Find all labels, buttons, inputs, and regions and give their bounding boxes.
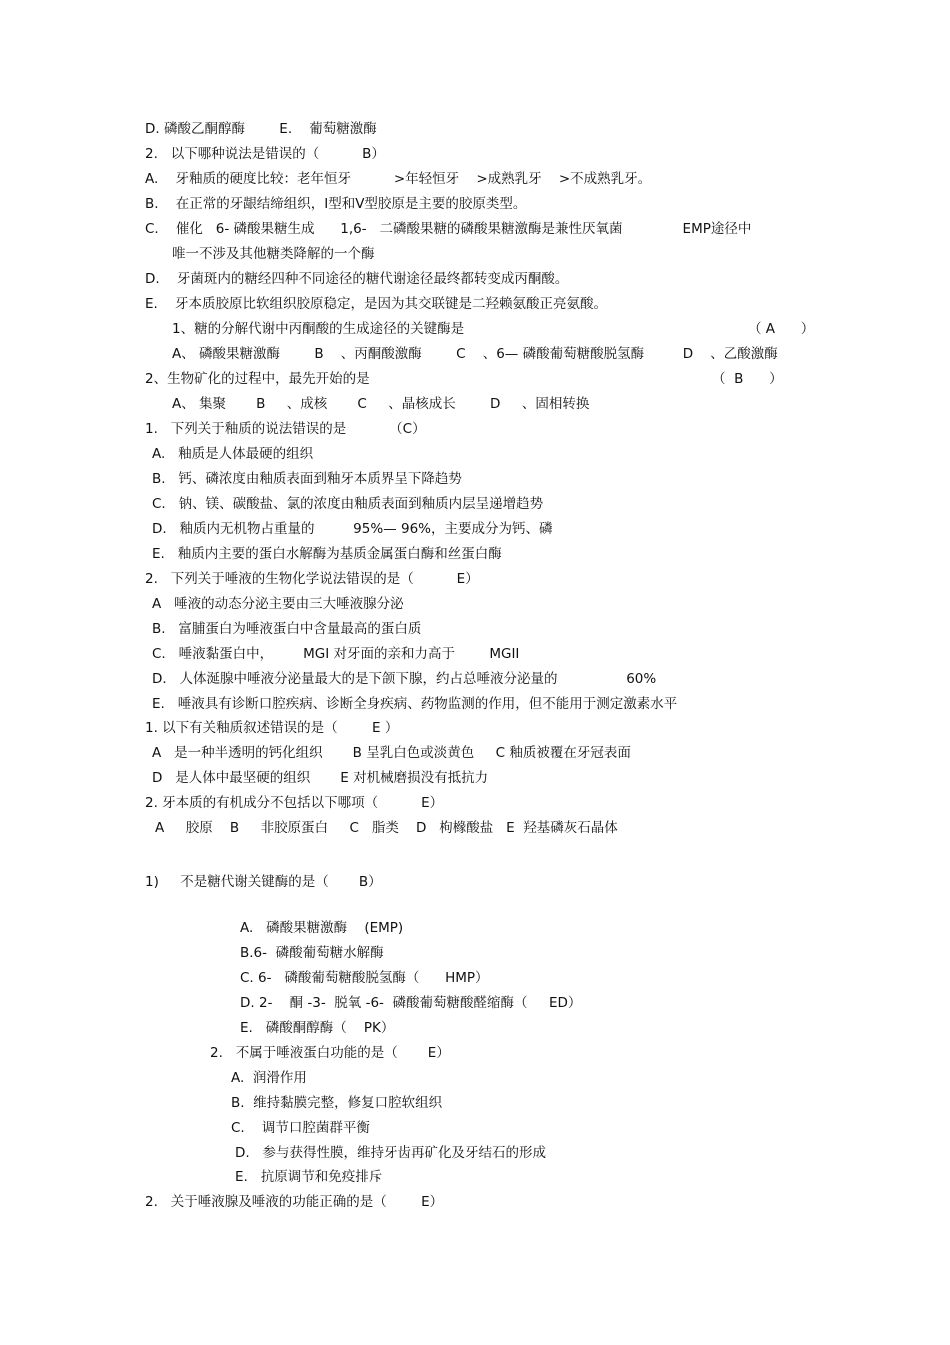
text-line: D. 2- 酮 -3- 脱氧 -6- 磷酸葡萄糖酸醛缩酶（ ED） [240, 995, 582, 1011]
text-line: C. 钠、镁、碳酸盐、氯的浓度由釉质表面到釉质内层呈递增趋势 [152, 496, 544, 512]
text-line: 1. 以下有关釉质叙述错误的是（ E ） [145, 720, 399, 736]
text-line: 1) 不是糖代谢关键酶的是（ B） [145, 874, 382, 890]
text-line: D. 釉质内无机物占重量的 95%— 96%，主要成分为钙、磷 [152, 521, 553, 537]
text-line: 1、糖的分解代谢中丙酮酸的生成途径的关键酶是 [172, 321, 465, 337]
text-line: A. 牙釉质的硬度比较：老年恒牙 >年轻恒牙 >成熟乳牙 >不成熟乳牙。 [145, 171, 652, 187]
text-line: 2. 牙本质的有机成分不包括以下哪项（ E） [145, 795, 444, 811]
text-line: B.6- 磷酸葡萄糖水解酶 [240, 945, 384, 961]
text-line: A、 磷酸果糖激酶 B 、丙酮酸激酶 C 、6— 磷酸葡萄糖酸脱氢酶 D 、乙酸激酶 [172, 346, 778, 362]
text-line: D. 牙菌斑内的糖经四种不同途径的糖代谢途径最终都转变成丙酮酸。 [145, 271, 569, 287]
text-line: A、 集聚 B 、成核 C 、晶核成长 D 、固相转换 [172, 396, 590, 412]
text-line: D. 磷酸乙酮醇酶 E. 葡萄糖激酶 [145, 121, 377, 137]
text-line: D. 人体涎腺中唾液分泌量最大的是下颌下腺，约占总唾液分泌量的 60% [152, 671, 657, 687]
text-line: 2. 关于唾液腺及唾液的功能正确的是（ E） [145, 1194, 444, 1210]
text-line: 2. 下列关于唾液的生物化学说法错误的是（ E） [145, 571, 479, 587]
text-line: E. 唾液具有诊断口腔疾病、诊断全身疾病、药物监测的作用，但不能用于测定激素水平 [152, 696, 678, 712]
text-line: A 是一种半透明的钙化组织 B 呈乳白色或淡黄色 C 釉质被覆在牙冠表面 [152, 745, 631, 761]
text-line: B. 维持黏膜完整，修复口腔软组织 [231, 1095, 443, 1111]
text-line: C. 调节口腔菌群平衡 [231, 1120, 370, 1136]
text-line: A. 磷酸果糖激酶 (EMP) [240, 920, 404, 936]
text-line: （ A ） [748, 321, 815, 337]
text-line: E. 磷酸酮醇酶（ PK） [240, 1020, 395, 1036]
text-line: A 唾液的动态分泌主要由三大唾液腺分泌 [152, 596, 404, 612]
text-line: A. 釉质是人体最硬的组织 [152, 446, 314, 462]
text-line: 2、生物矿化的过程中，最先开始的是 [145, 371, 370, 387]
text-line: E. 釉质内主要的蛋白水解酶为基质金属蛋白酶和丝蛋白酶 [152, 546, 502, 562]
text-line: 唯一不涉及其他糖类降解的一个酶 [172, 246, 375, 262]
text-line: A. 润滑作用 [231, 1070, 307, 1086]
text-line: B. 富脯蛋白为唾液蛋白中含量最高的蛋白质 [152, 621, 422, 637]
text-line: B. 在正常的牙龈结缔组织，Ⅰ型和Ⅴ型胶原是主要的胶原类型。 [145, 196, 527, 212]
text-line: C. 唾液黏蛋白中， MGI 对牙面的亲和力高于 MGII [152, 646, 520, 662]
text-line: 2. 不属于唾液蛋白功能的是（ E） [210, 1045, 450, 1061]
text-line: D. 参与获得性膜，维持牙齿再矿化及牙结石的形成 [235, 1145, 547, 1161]
text-line: 1. 下列关于釉质的说法错误的是 （C） [145, 421, 426, 437]
text-line: E. 牙本质胶原比软组织胶原稳定，是因为其交联键是二羟赖氨酸正亮氨酸。 [145, 296, 607, 312]
text-line: C. 6- 磷酸葡萄糖酸脱氢酶（ HMP） [240, 970, 489, 986]
text-line: E. 抗原调节和免疫排斥 [235, 1169, 383, 1185]
text-line: 2. 以下哪种说法是错误的（ B） [145, 146, 385, 162]
text-line: D 是人体中最坚硬的组织 E 对机械磨损没有抵抗力 [152, 770, 489, 786]
text-line: C. 催化 6- 磷酸果糖生成 1,6- 二磷酸果糖的磷酸果糖激酶是兼性厌氧菌 EMP途径中 [145, 221, 752, 237]
text-line: （ B ） [712, 371, 783, 387]
text-line: B. 钙、磷浓度由釉质表面到釉牙本质界呈下降趋势 [152, 471, 462, 487]
text-line: A 胶原 B 非胶原蛋白 C 脂类 D 枸橼酸盐 E 羟基磷灰石晶体 [155, 820, 618, 836]
